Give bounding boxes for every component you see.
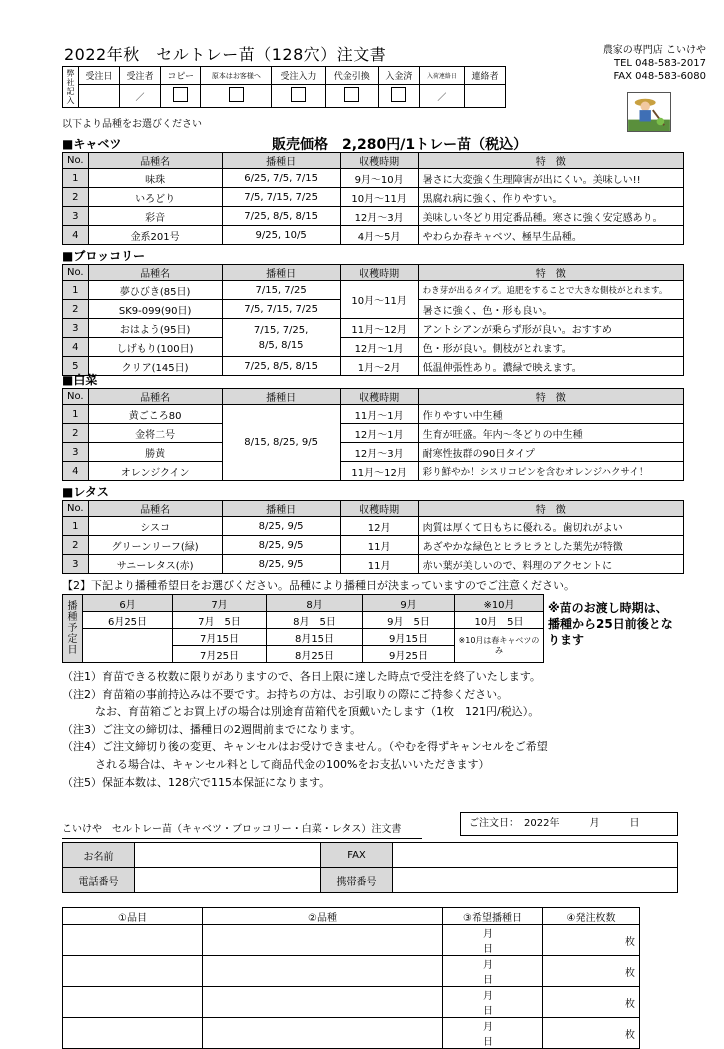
col-no: No. — [63, 389, 89, 405]
variety-name: グリーンリーフ(緑) — [88, 536, 222, 555]
col-no: No. — [63, 265, 89, 281]
note-3: （注3）ご注文の締切は、播種日の2週間前までになります。 — [62, 722, 362, 736]
day-unit: 日 — [483, 1006, 493, 1017]
stamp-cell-7[interactable] — [378, 85, 419, 108]
col-sow: 播種日 — [222, 265, 340, 281]
table-row — [63, 536, 684, 555]
item-field[interactable] — [63, 956, 203, 987]
col-feature: 特 徴 — [418, 389, 683, 405]
sow-date: 7/15, 7/25 — [222, 281, 340, 300]
feature: 美味しい冬どり用定番品種。寒さに強く安定感あり。 — [418, 207, 683, 226]
variety-name: サニーレタス(赤) — [88, 555, 222, 574]
month-9: 9月 — [363, 595, 455, 612]
row-no: 1 — [63, 169, 89, 188]
row-no: 3 — [63, 443, 89, 462]
item-field[interactable] — [63, 1018, 203, 1049]
day-unit: 日 — [483, 944, 493, 955]
harvest-period: 10月～11月 — [340, 188, 418, 207]
harvest-period: 10月～11月 — [340, 281, 418, 319]
intro-text: 以下より品種をお選びください — [62, 119, 202, 130]
harvest-period: 11月～12月 — [340, 462, 418, 481]
item-field[interactable] — [63, 925, 203, 956]
fax-label: FAX — [321, 843, 393, 868]
customer-info-table — [62, 842, 678, 893]
table-row — [63, 226, 684, 245]
schedule-side-label: 播種予定日 — [63, 595, 83, 663]
office-use-table — [62, 66, 506, 108]
row-no: 2 — [63, 424, 89, 443]
variety-name: 黄ごころ80 — [88, 405, 222, 424]
delivery-note: ※苗のお渡し時期は、播種から25日前後となります — [548, 601, 673, 647]
harvest-period: 12月 — [340, 517, 418, 536]
stamp-col-5: 受注入力 — [272, 67, 325, 85]
mobile-field[interactable] — [393, 868, 678, 893]
feature: 黒腐れ病に強く、作りやすい。 — [418, 188, 683, 207]
harvest-period: 11月 — [340, 555, 418, 574]
table-row — [63, 338, 684, 357]
note-5: （注5）保証本数は、128穴で115本保証になります。 — [62, 775, 331, 789]
table-row — [63, 405, 684, 424]
name-label: お名前 — [63, 843, 135, 868]
variety-field[interactable] — [203, 987, 443, 1018]
variety-name: しげもり(100日) — [88, 338, 222, 357]
stamp-cell-1[interactable] — [79, 85, 120, 108]
quantity-field[interactable]: 枚 — [543, 987, 640, 1018]
phone-label: 電話番号 — [63, 868, 135, 893]
variety-name: SK9-099(90日) — [88, 300, 222, 319]
feature: 色・形が良い。側枝がとれます。 — [418, 338, 683, 357]
harvest-period: 12月～1月 — [340, 338, 418, 357]
office-use-label: 弊社記入 — [63, 67, 79, 108]
variety-name: 勝黄 — [88, 443, 222, 462]
sow-date-line1: 7/15, 7/25, — [253, 324, 309, 336]
name-field[interactable] — [135, 843, 321, 868]
sow-date: 7/25, 8/5, 8/15 — [222, 357, 340, 376]
row-no: 3 — [63, 207, 89, 226]
sow-date-field[interactable] — [443, 925, 543, 956]
sow-date-option[interactable]: 7月15日 — [173, 629, 267, 646]
col-sow: 播種日 — [222, 153, 340, 169]
col-variety: ②品種 — [203, 908, 443, 925]
table-row — [63, 357, 684, 376]
broccoli-heading: ■ブロッコリー — [62, 249, 146, 263]
variety-name: いろどり — [88, 188, 222, 207]
month-unit: 月 — [483, 960, 493, 971]
table-row — [63, 169, 684, 188]
sow-date-option[interactable]: 10月 5日 — [455, 612, 544, 629]
harvest-period: 12月～3月 — [340, 443, 418, 462]
stamp-col-1: 受注日 — [79, 67, 120, 85]
col-harvest: 収穫時期 — [340, 265, 418, 281]
table-row — [63, 443, 684, 462]
col-harvest: 収穫時期 — [340, 501, 418, 517]
note-1: （注1）育苗できる枚数に限りがありますので、各日上限に達した時点で受注を終了いたします。 — [62, 670, 541, 683]
feature: 肉質は厚くて日もちに優れる。歯切れがよい — [418, 517, 683, 536]
col-feature: 特 徴 — [418, 501, 683, 517]
schedule-intro: 【2】下記より播種希望日をお選びください。品種により播種日が決まっていますのでご注意ください。 — [62, 579, 575, 592]
stamp-cell-6[interactable] — [325, 85, 378, 108]
sow-date: 7/25, 8/5, 8/15 — [222, 207, 340, 226]
notes-block — [62, 668, 548, 791]
order-row — [63, 925, 640, 956]
page-title: 2022年秋 セルトレー苗（128穴）注文書 — [64, 45, 387, 64]
variety-field[interactable] — [203, 956, 443, 987]
col-no: No. — [63, 501, 89, 517]
month-unit: 月 — [483, 1022, 493, 1033]
stamp-col-4: 原本はお客様へ — [201, 67, 272, 85]
cabbage-table — [62, 152, 684, 245]
sow-date: 7/5, 7/15, 7/25 — [222, 300, 340, 319]
order-row — [63, 987, 640, 1018]
col-feature: 特 徴 — [418, 153, 683, 169]
feature: 作りやすい中生種 — [418, 405, 683, 424]
sow-date-option[interactable]: 8月25日 — [267, 646, 363, 663]
sow-schedule-table — [62, 594, 544, 663]
month-6: 6月 — [83, 595, 173, 612]
sow-date-line2: 8/5, 8/15 — [258, 339, 304, 351]
harvest-period: 12月～3月 — [340, 207, 418, 226]
feature: アントシアンが乗らず形が良い。おすすめ — [418, 319, 683, 338]
stamp-col-8: 入荷連絡日 — [419, 67, 464, 85]
mobile-label: 携帯番号 — [321, 868, 393, 893]
month-8: 8月 — [267, 595, 363, 612]
feature: 低温伸張性あり。濃緑で映えます。 — [418, 357, 683, 376]
table-row — [63, 424, 684, 443]
variety-name: おはよう(95日) — [88, 319, 222, 338]
sow-date-field[interactable] — [443, 956, 543, 987]
table-row — [63, 281, 684, 300]
shop-name: 農家の専門店 こいけや — [602, 45, 706, 56]
quantity-field[interactable]: 枚 — [543, 956, 640, 987]
row-no: 2 — [63, 536, 89, 555]
note-4-cont: される場合は、キャンセル料として商品代金の100%をお支払いいただきます） — [62, 757, 490, 771]
broccoli-table — [62, 264, 684, 376]
variety-name: 金系201号 — [88, 226, 222, 245]
feature: わき芽が出るタイプ。追肥をすることで大きな側枝がとれます。 — [418, 281, 683, 300]
feature: 生育が旺盛。年内～冬どりの中生種 — [418, 424, 683, 443]
sow-date-option[interactable]: 8月15日 — [267, 629, 363, 646]
sow-date: 7/5, 7/15, 7/25 — [222, 188, 340, 207]
phone-field[interactable] — [135, 868, 321, 893]
lettuce-heading: ■レタス — [62, 485, 109, 499]
stamp-cell-8[interactable]: ／ — [419, 85, 464, 108]
feature: やわらか春キャベツ、極早生品種。 — [418, 226, 683, 245]
col-name: 品種名 — [88, 389, 222, 405]
sow-date-option[interactable]: 9月15日 — [363, 629, 455, 646]
note-2-cont: なお、育苗箱ごとお買上げの場合は別途育苗箱代を頂戴いたします（1枚 121円/税込）。 — [62, 705, 540, 719]
row-no: 3 — [63, 555, 89, 574]
variety-name: 夢ひびき(85日) — [88, 281, 222, 300]
stamp-col-7: 入金済 — [378, 67, 419, 85]
stamp-cell-5[interactable] — [272, 85, 325, 108]
harvest-period: 11月 — [340, 536, 418, 555]
table-row — [63, 517, 684, 536]
stamp-cell-3[interactable] — [160, 85, 200, 108]
stamp-col-9: 連絡者 — [464, 67, 505, 85]
stamp-cell-9[interactable] — [464, 85, 505, 108]
variety-name: シスコ — [88, 517, 222, 536]
sow-date-option[interactable]: 7月25日 — [173, 646, 267, 663]
oct-note: ※10月は春キャベツのみ — [455, 629, 544, 663]
feature: 暑さに大変強く生理障害が出にくい。美味しい!! — [418, 169, 683, 188]
table-row — [63, 207, 684, 226]
col-harvest: 収穫時期 — [340, 153, 418, 169]
stamp-checkbox[interactable] — [229, 87, 244, 102]
stamp-checkbox[interactable] — [391, 87, 406, 102]
col-sow: 播種日 — [222, 389, 340, 405]
row-no: 2 — [63, 188, 89, 207]
row-no: 1 — [63, 517, 89, 536]
shop-tel: TEL 048-583-2017 — [613, 58, 706, 69]
day-unit: 日 — [483, 975, 493, 986]
quantity-field[interactable]: 枚 — [543, 1018, 640, 1049]
col-sow: 播種日 — [222, 501, 340, 517]
day-unit: 日 — [483, 1037, 493, 1048]
stamp-col-2: 受注者 — [119, 67, 160, 85]
row-no: 2 — [63, 300, 89, 319]
row-no: 5 — [63, 357, 89, 376]
harvest-period: 1月～2月 — [340, 357, 418, 376]
hakusai-heading: ■白菜 — [62, 373, 98, 387]
feature: 赤い葉が美しいので、料理のアクセントに — [418, 555, 683, 574]
row-no: 4 — [63, 338, 89, 357]
quantity-field[interactable]: 枚 — [543, 925, 640, 956]
stamp-col-3: コピー — [160, 67, 200, 85]
row-no: 1 — [63, 281, 89, 300]
lettuce-table — [62, 500, 684, 574]
sow-date: 8/25, 9/5 — [222, 555, 340, 574]
variety-name: 金将二号 — [88, 424, 222, 443]
note-2: （注2）育苗箱の事前持込みは不要です。お持ちの方は、お引取りの際にご持参ください。 — [62, 687, 509, 701]
harvest-period: 9月～10月 — [340, 169, 418, 188]
harvest-period: 11月～1月 — [340, 405, 418, 424]
col-quantity: ④発注枚数 — [543, 908, 640, 925]
harvest-period: 4月～5月 — [340, 226, 418, 245]
month-unit: 月 — [483, 929, 493, 940]
stamp-checkbox[interactable] — [173, 87, 188, 102]
feature: 耐寒性抜群の90日タイプ — [418, 443, 683, 462]
variety-name: クリア(145日) — [88, 357, 222, 376]
item-field[interactable] — [63, 987, 203, 1018]
table-row — [63, 555, 684, 574]
row-no: 4 — [63, 462, 89, 481]
price-label: 販売価格 2,280円/1トレー苗（税込） — [272, 137, 528, 153]
sow-date: 8/25, 9/5 — [222, 536, 340, 555]
month-unit: 月 — [483, 991, 493, 1002]
row-no: 1 — [63, 405, 89, 424]
order-row — [63, 1018, 640, 1049]
stamp-cell-4[interactable] — [201, 85, 272, 108]
col-item: ①品目 — [63, 908, 203, 925]
sow-date: 8/15, 8/25, 9/5 — [222, 405, 340, 481]
empty-cell — [83, 629, 173, 663]
order-date-field[interactable]: ご注文日： 2022年 月 日 — [460, 812, 678, 836]
col-name: 品種名 — [88, 153, 222, 169]
col-name: 品種名 — [88, 265, 222, 281]
col-sow-date: ③希望播種日 — [443, 908, 543, 925]
feature: 暑さに強く、色・形も良い。 — [418, 300, 683, 319]
variety-name: オレンジクイン — [88, 462, 222, 481]
col-feature: 特 徴 — [418, 265, 683, 281]
variety-field[interactable] — [203, 1018, 443, 1049]
table-row — [63, 319, 684, 338]
row-no: 3 — [63, 319, 89, 338]
fax-field[interactable] — [393, 843, 678, 868]
sow-date-field[interactable] — [443, 1018, 543, 1049]
order-form-title: こいけや セルトレー苗（キャベツ・ブロッコリー・白菜・レタス）注文書 — [62, 820, 422, 839]
sow-date: 9/25, 10/5 — [222, 226, 340, 245]
sow-date-option[interactable]: 9月25日 — [363, 646, 455, 663]
table-row — [63, 188, 684, 207]
sow-date-option[interactable]: 8月 5日 — [267, 612, 363, 629]
month-7: 7月 — [173, 595, 267, 612]
order-items-table — [62, 907, 640, 1049]
feature: 彩り鮮やか！シスリコピンを含むオレンジハクサイ！ — [418, 462, 683, 481]
table-row — [63, 462, 684, 481]
sow-date-option[interactable]: 7月 5日 — [173, 612, 267, 629]
variety-field[interactable] — [203, 925, 443, 956]
stamp-cell-2[interactable]: ／ — [119, 85, 160, 108]
stamp-checkbox[interactable] — [291, 87, 306, 102]
month-10: ※10月 — [455, 595, 544, 612]
sow-date-option[interactable]: 6月25日 — [83, 612, 173, 629]
row-no: 4 — [63, 226, 89, 245]
farmer-mascot-icon — [627, 92, 671, 132]
harvest-period: 11月～12月 — [340, 319, 418, 338]
harvest-period: 12月～1月 — [340, 424, 418, 443]
col-name: 品種名 — [88, 501, 222, 517]
sow-date-option[interactable]: 9月 5日 — [363, 612, 455, 629]
variety-name: 味珠 — [88, 169, 222, 188]
col-no: No. — [63, 153, 89, 169]
col-harvest: 収穫時期 — [340, 389, 418, 405]
feature: あざやかな緑色とヒラヒラとした葉先が特徴 — [418, 536, 683, 555]
order-row — [63, 956, 640, 987]
stamp-checkbox[interactable] — [344, 87, 359, 102]
stamp-col-6: 代金引換 — [325, 67, 378, 85]
cabbage-heading: ■キャベツ — [62, 137, 122, 151]
hakusai-table — [62, 388, 684, 481]
variety-name: 彩音 — [88, 207, 222, 226]
sow-date — [222, 319, 340, 357]
shop-info — [603, 44, 706, 83]
sow-date-field[interactable] — [443, 987, 543, 1018]
sow-date: 8/25, 9/5 — [222, 517, 340, 536]
shop-fax: FAX 048-583-6080 — [613, 71, 706, 82]
sow-date: 6/25, 7/5, 7/15 — [222, 169, 340, 188]
note-4: （注4）ご注文締切り後の変更、キャンセルはお受けできません。（やむを得ずキャンセルをご希望 — [62, 740, 548, 754]
